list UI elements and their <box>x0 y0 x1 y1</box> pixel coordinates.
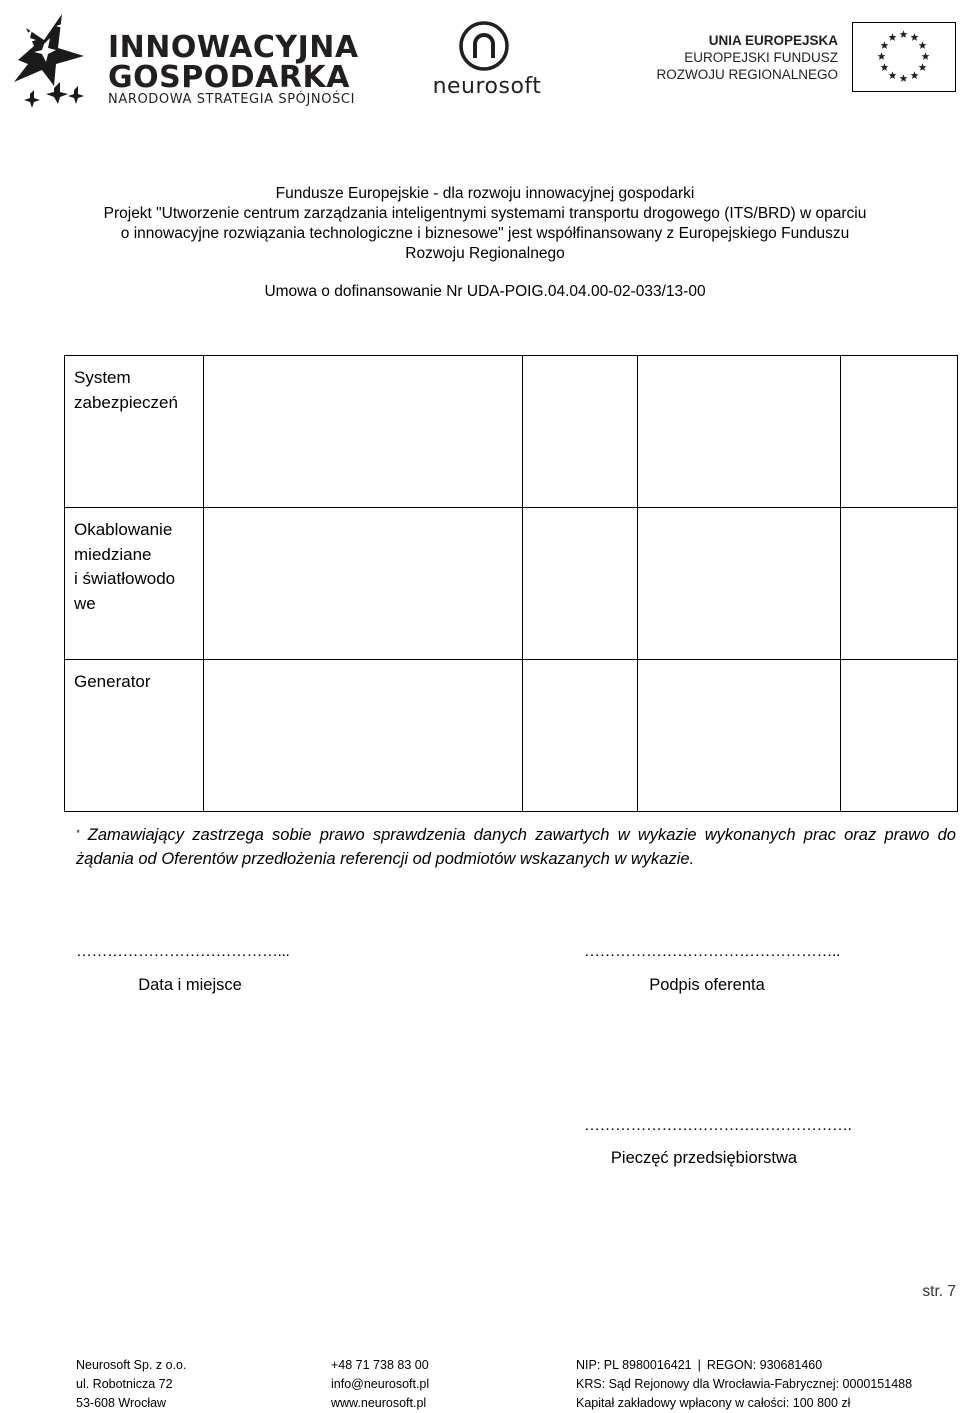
row-label-line: miedziane <box>74 544 152 564</box>
table-cell[interactable] <box>638 660 841 812</box>
stamp-label: Pieczęć przedsiębiorstwa <box>610 1149 798 1167</box>
logo-line-strategia: NARODOWA STRATEGIA SPÓJNOŚCI <box>108 92 356 107</box>
footer-registration <box>576 1356 912 1413</box>
footer-contact <box>331 1356 429 1413</box>
footer-regon: REGON: 930681460 <box>706 1358 823 1372</box>
innovative-economy-star-logo-icon <box>4 4 90 112</box>
eu-star-icon <box>919 41 927 49</box>
row-label-generator <box>65 660 204 812</box>
eu-star-icon <box>880 63 888 71</box>
table-cell[interactable] <box>523 660 638 812</box>
row-label-line: i światłowodo <box>74 569 176 588</box>
logo-line-innowacyjna: INNOWACYJNA <box>108 30 359 65</box>
eu-star-icon <box>889 71 897 79</box>
footer-krs: KRS: Sąd Rejonowy dla Wrocławia-Fabrycznej: 0000151488 <box>576 1377 913 1391</box>
project-line: Projekt "Utworzenie centrum zarządzania inteligentnymi systemami transportu drogowego (ITS/BRD) w oparciu <box>103 205 867 222</box>
eu-star-icon <box>911 33 919 41</box>
eu-star-icon <box>911 71 919 79</box>
signature-label: Podpis oferenta <box>649 976 765 994</box>
project-statement <box>60 184 910 264</box>
table-cell[interactable] <box>523 508 638 660</box>
footer-company <box>76 1356 186 1413</box>
eu-line-unia: UNIA EUROPEJSKA <box>708 33 838 48</box>
table-row <box>65 508 958 660</box>
table-cell[interactable] <box>204 508 523 660</box>
eu-star-icon <box>880 41 888 49</box>
table-cell[interactable] <box>204 356 523 508</box>
eu-star-icon <box>919 63 927 71</box>
table-row <box>65 356 958 508</box>
footer-capital: Kapitał zakładowy wpłacony w całości: 100 800 zł <box>576 1396 851 1410</box>
signature-dotted-line: ………………………………………….. <box>584 943 840 960</box>
project-line: Rozwoju Regionalnego <box>405 245 565 262</box>
eu-flag-stars-icon <box>852 22 956 92</box>
footnote-text: Zamawiający zastrzega sobie prawo sprawdzenia danych zawartych w wykazie wykonanych prac oraz prawo do żądania od Oferentów przedłożenia referencji od podmiotów wskazanych w wykazie. <box>76 826 956 868</box>
table-row <box>65 660 958 812</box>
neurosoft-logo <box>432 20 542 100</box>
row-label-line: Okablowanie <box>74 520 173 539</box>
eu-star-icon <box>900 30 908 38</box>
logo-line-gospodarka: GOSPODARKA <box>108 60 350 95</box>
footer-nip: NIP: PL 8980016421 <box>576 1358 692 1372</box>
eu-logo <box>656 22 958 96</box>
footer-line: Neurosoft Sp. z o.o. <box>76 1358 187 1372</box>
innowacyjna-gospodarka-logo <box>4 4 359 112</box>
footer-phone: +48 71 738 83 00 <box>331 1358 429 1372</box>
eu-line-rozwoju: ROZWOJU REGIONALNEGO <box>656 67 838 82</box>
neurosoft-wordmark: neurosoft <box>432 74 542 99</box>
table-cell[interactable] <box>638 356 841 508</box>
eu-line-fundusz: EUROPEJSKI FUNDUSZ <box>684 50 838 65</box>
page-number: str. 7 <box>922 1283 956 1300</box>
eu-star-icon <box>889 33 897 41</box>
row-label-line: System <box>74 368 131 387</box>
project-line: Fundusze Europejskie - dla rozwoju innowacyjnej gospodarki <box>275 185 695 202</box>
contract-number: Umowa o dofinansowanie Nr UDA-POIG.04.04.00-02-033/13-00 <box>264 283 706 300</box>
eu-star-icon <box>900 74 908 82</box>
row-label-line: zabezpieczeń <box>74 392 178 412</box>
footnote <box>76 823 956 871</box>
table-cell[interactable] <box>204 660 523 812</box>
footer-line-nip-regon <box>576 1356 912 1375</box>
table-cell[interactable] <box>638 508 841 660</box>
table-cell[interactable] <box>523 356 638 508</box>
footer-separator: | <box>697 1358 701 1372</box>
works-table <box>64 355 958 812</box>
table-cell[interactable] <box>841 356 958 508</box>
row-label-okablowanie <box>65 508 204 660</box>
eu-star-icon <box>878 52 886 60</box>
neurosoft-n-mark-icon <box>458 20 510 72</box>
footer-line: ul. Robotnicza 72 <box>76 1377 173 1391</box>
date-place-dotted-line: …………………………………... <box>76 943 290 960</box>
table-cell[interactable] <box>841 660 958 812</box>
table-cell[interactable] <box>841 508 958 660</box>
footer-website[interactable]: www.neurosoft.pl <box>331 1396 427 1410</box>
footer-email[interactable]: info@neurosoft.pl <box>331 1377 430 1391</box>
footnote-marker: * <box>76 828 80 838</box>
eu-star-icon <box>922 52 930 60</box>
footer-line: 53-608 Wrocław <box>76 1396 167 1410</box>
stamp-dotted-line: ……………………………………………. <box>584 1117 852 1134</box>
row-label-line: Generator <box>74 672 151 691</box>
project-line: o innowacyjne rozwiązania technologiczne i biznesowe" jest współfinansowany z Europejskiego Funduszu <box>120 225 850 242</box>
date-place-label: Data i miejsce <box>138 976 242 994</box>
row-label-line: we <box>74 593 96 613</box>
row-label-system-zabezpieczen <box>65 356 204 508</box>
